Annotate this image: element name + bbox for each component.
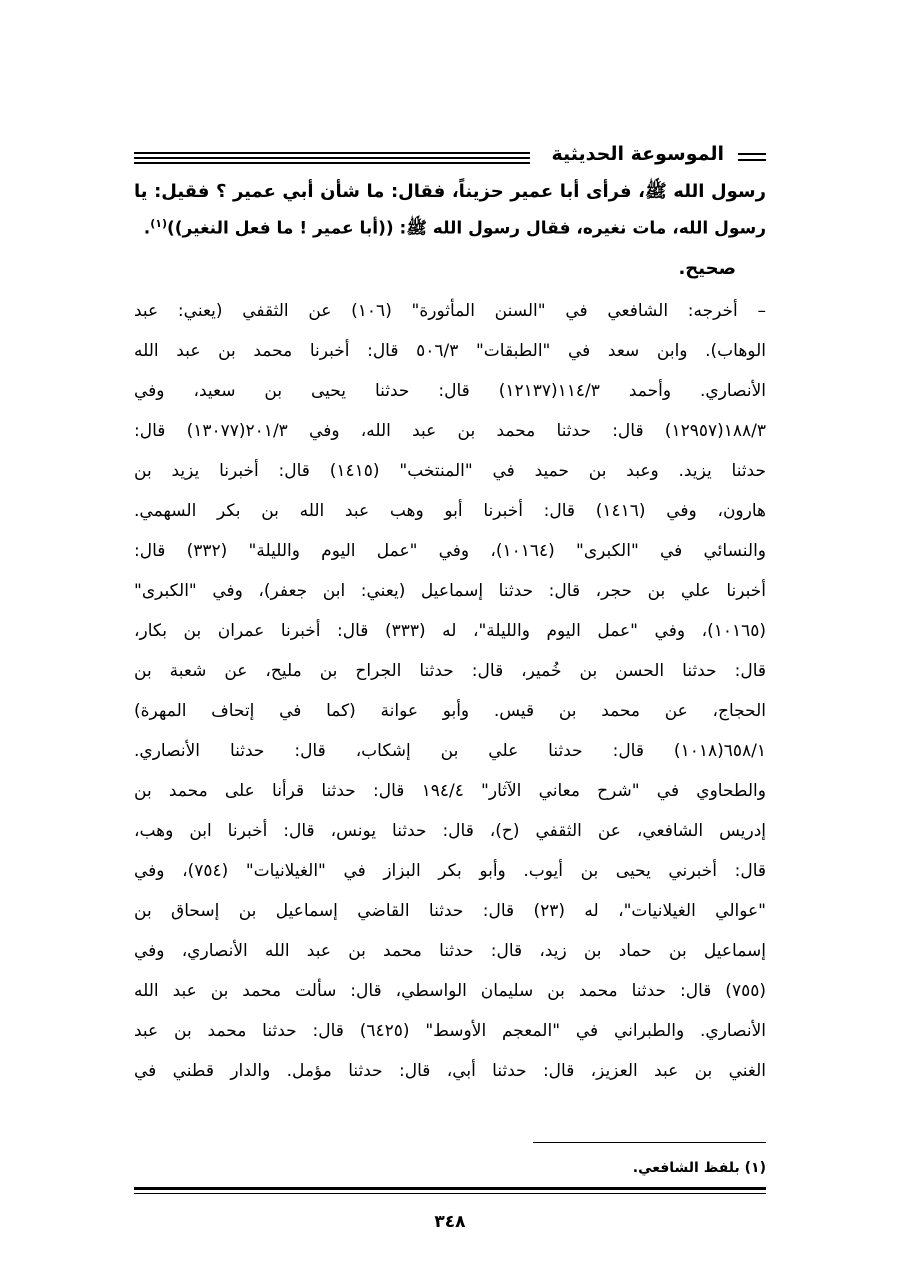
takhrij-line: إسماعيل بن حماد بن زيد، قال: حدثنا محمد بن عبد الله الأنصاري، وفي (134, 941, 766, 961)
footnote-separator (533, 1142, 766, 1143)
header-title: الموسوعة الحديثية (551, 143, 724, 165)
hadith-end: . (143, 218, 151, 239)
takhrij-line: ١٨٨/٣(١٢٩٥٧) قال: حدثنا محمد بن عبد الله، وفي ٢٠١/٣(١٣٠٧٧) قال: (134, 421, 767, 441)
takhrij-line: (١٠١٦٥)، وفي "عمل اليوم والليلة"، له (٣٣٣) قال: أخبرنا عمران بن بكار، (134, 621, 766, 641)
hadith-grade: صحيح. (678, 258, 736, 279)
takhrij-line: ٦٥٨/١(١٠١٨) قال: حدثنا علي بن إشكاب، قال: حدثنا الأنصاري. (134, 741, 766, 761)
header-rule (134, 162, 530, 164)
takhrij-line: – أخرجه: الشافعي في "السنن المأثورة" (١٠٦) عن الثقفي (يعني: عبد (134, 301, 766, 321)
takhrij-line: الأنصاري. والطبراني في "المعجم الأوسط" (٦٤٢٥) قال: حدثنا محمد بن عبد (134, 1021, 766, 1041)
takhrij-line: الأنصاري. وأحمد ١١٤/٣(١٢١٣٧) قال: حدثنا يحيى بن سعيد، وفي (134, 381, 766, 401)
footer-rule (134, 1193, 766, 1194)
takhrij-line: قال: حدثنا الحسن بن خُمير، قال: حدثنا الجراح بن مليح، عن شعبة بن (134, 661, 766, 681)
hadith-text-line (134, 217, 766, 243)
header-rule (134, 157, 530, 159)
takhrij-line: هارون، وفي (١٤١٦) قال: أخبرنا أبو وهب عبد الله بن بكر السهمي. (134, 501, 766, 521)
hadith-text: رسول الله، مات نغيره، فقال رسول الله ﷺ: ((أبا عمير ! ما فعل النغير)) (167, 218, 766, 239)
takhrij-line: (٧٥٥) قال: حدثنا محمد بن سليمان الواسطي، قال: سألت محمد بن عبد الله (134, 981, 766, 1001)
takhrij-line: الوهاب). وابن سعد في "الطبقات" ٥٠٦/٣ قال: أخبرنا محمد بن عبد الله (134, 341, 766, 361)
footnote: (١) بلفظ الشافعي. (632, 1160, 766, 1176)
header-rule (134, 152, 530, 154)
header-rule (738, 153, 766, 155)
takhrij-line: الحجاج، عن محمد بن قيس. وأبو عوانة (كما في إتحاف المهرة) (134, 701, 766, 721)
footer-rule (134, 1187, 766, 1190)
takhrij-line: والنسائي في "الكبرى" (١٠١٦٤)، وفي "عمل اليوم والليلة" (٣٣٢) قال: (134, 541, 767, 561)
takhrij-line: حدثنا يزيد. وعبد بن حميد في "المنتخب" (١٤١٥) قال: أخبرنا يزيد بن (134, 461, 766, 481)
header-rule (738, 159, 766, 161)
page-number: ٣٤٨ (434, 1212, 466, 1232)
takhrij-line: "عوالي الغيلانيات"، له (٢٣) قال: حدثنا القاضي إسماعيل بن إسحاق بن (134, 901, 767, 921)
takhrij-line: والطحاوي في "شرح معاني الآثار" ١٩٤/٤ قال: حدثنا قرأنا على محمد بن (134, 781, 766, 801)
hadith-text-line: رسول الله ﷺ، فرأى أبا عمير حزيناً، فقال: ما شأن أبي عمير ؟ فقيل: يا (134, 181, 766, 202)
page-header (134, 140, 766, 174)
takhrij-line: قال: أخبرني يحيى بن أيوب. وأبو بكر البزاز في "الغيلانيات" (٧٥٤)، وفي (134, 861, 766, 881)
takhrij-line: إدريس الشافعي، عن الثقفي (ح)، قال: حدثنا يونس، قال: أخبرنا ابن وهب، (134, 821, 766, 841)
takhrij-line: أخبرنا علي بن حجر، قال: حدثنا إسماعيل (يعني: ابن جعفر)، وفي "الكبرى" (134, 581, 766, 601)
takhrij-line: الغني بن عبد العزيز، قال: حدثنا أبي، قال: حدثنا مؤمل. والدار قطني في (134, 1061, 766, 1081)
footnote-marker[interactable]: (١) (150, 217, 168, 230)
